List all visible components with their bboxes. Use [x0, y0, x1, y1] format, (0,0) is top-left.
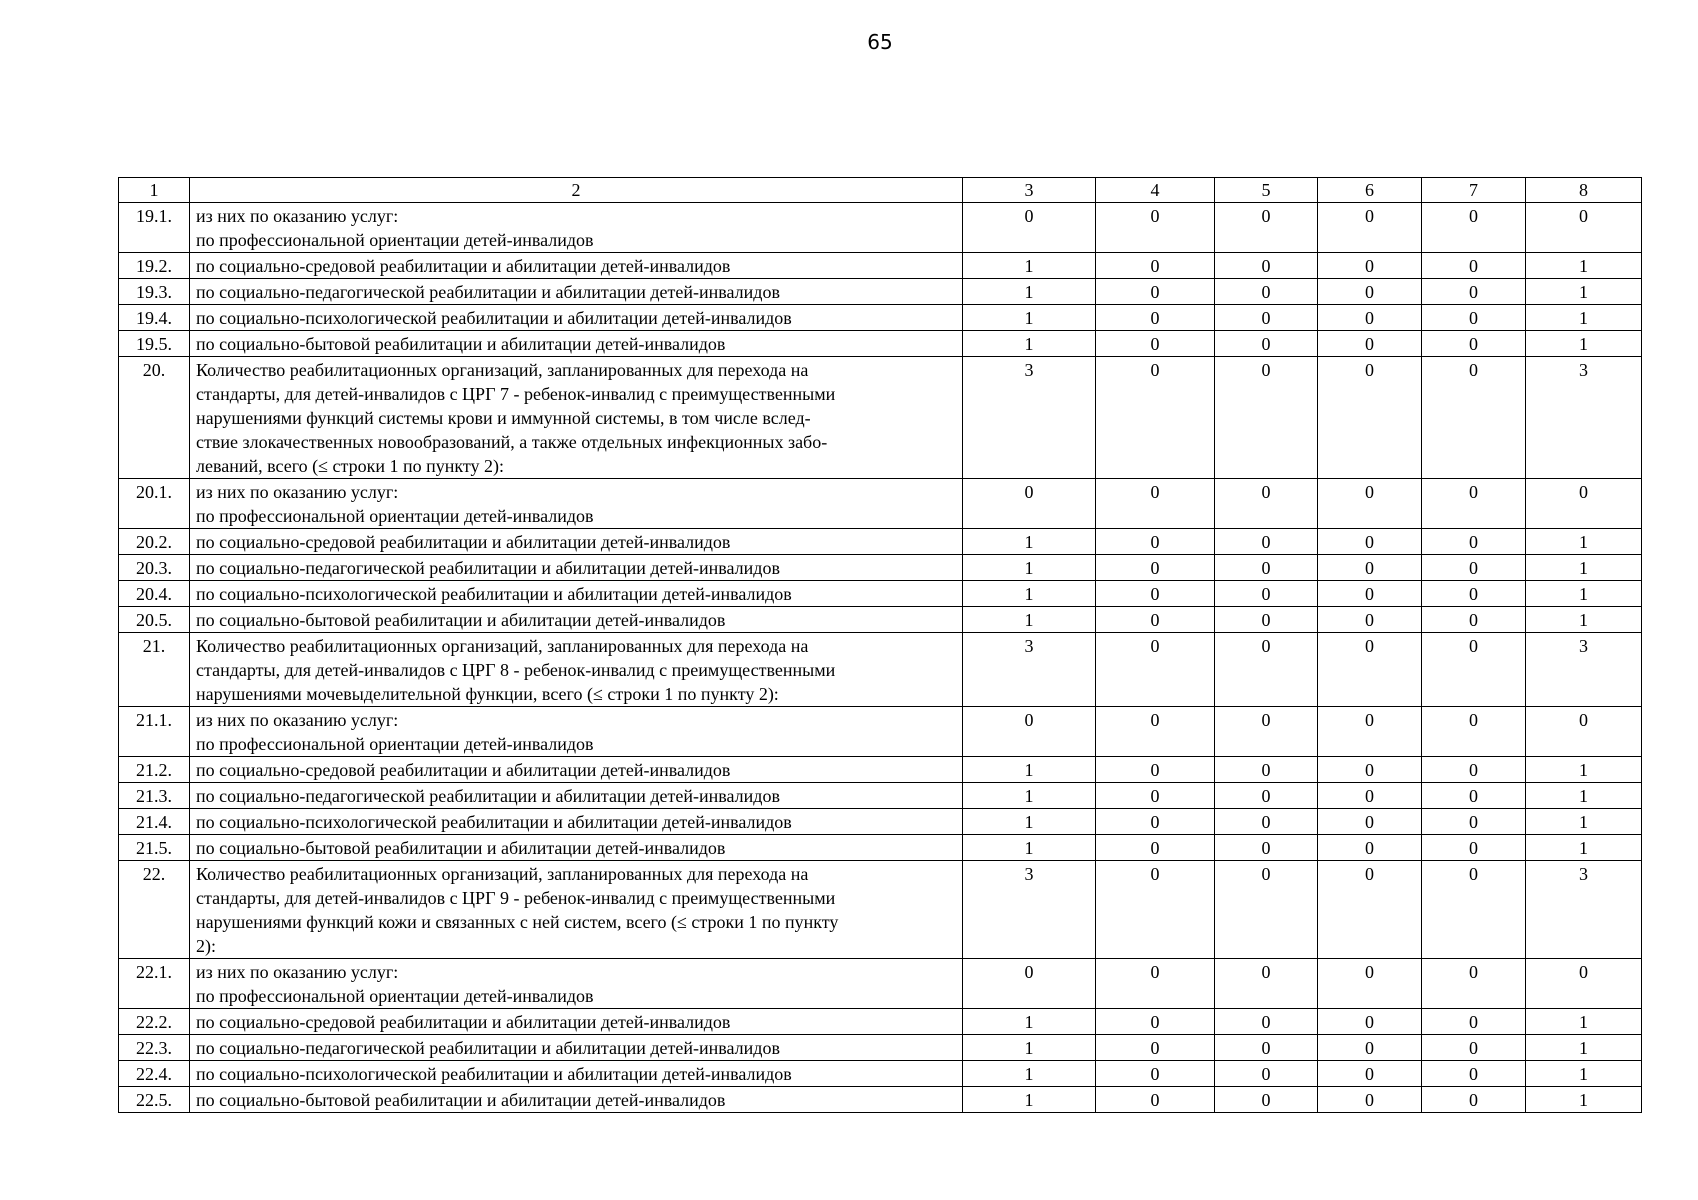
description-line: из них по оказанию услуг: — [196, 962, 399, 982]
value-cell: 0 — [1422, 1087, 1526, 1113]
value-cell: 3 — [963, 633, 1096, 707]
row-description — [190, 305, 963, 331]
table-row — [119, 1035, 1642, 1061]
value-cell: 0 — [1422, 607, 1526, 633]
value-cell: 0 — [1215, 357, 1318, 479]
value-cell: 0 — [1215, 707, 1318, 757]
row-description — [190, 783, 963, 809]
table-row — [119, 479, 1642, 529]
value-cell: 0 — [963, 479, 1096, 529]
value-cell: 3 — [1526, 861, 1642, 959]
value-cell: 0 — [1215, 959, 1318, 1009]
row-description — [190, 757, 963, 783]
value-cell: 1 — [1526, 305, 1642, 331]
row-description — [190, 1009, 963, 1035]
value-cell: 0 — [1422, 861, 1526, 959]
value-cell: 0 — [1096, 607, 1215, 633]
value-cell: 0 — [1318, 707, 1422, 757]
value-cell: 0 — [1096, 529, 1215, 555]
row-number: 20.1. — [119, 479, 190, 529]
table-row — [119, 279, 1642, 305]
value-cell: 0 — [1318, 203, 1422, 253]
page-number: 65 — [867, 30, 893, 54]
description-line: нарушениями мочевыделительной функции, всего (≤ строки 1 по пункту 2): — [196, 684, 779, 704]
table-row — [119, 835, 1642, 861]
table-row — [119, 581, 1642, 607]
table-row — [119, 959, 1642, 1009]
value-cell: 1 — [963, 757, 1096, 783]
row-number: 20.4. — [119, 581, 190, 607]
value-cell: 1 — [963, 1009, 1096, 1035]
row-number: 19.1. — [119, 203, 190, 253]
column-header: 5 — [1215, 178, 1318, 203]
value-cell: 0 — [1215, 203, 1318, 253]
data-table — [118, 177, 1642, 1113]
value-cell: 1 — [963, 529, 1096, 555]
value-cell: 1 — [963, 253, 1096, 279]
description-line: по социально-средовой реабилитации и абилитации детей-инвалидов — [196, 1012, 731, 1032]
row-number: 22.3. — [119, 1035, 190, 1061]
table-row — [119, 783, 1642, 809]
description-line: по социально-средовой реабилитации и абилитации детей-инвалидов — [196, 532, 731, 552]
value-cell: 0 — [1318, 581, 1422, 607]
row-description — [190, 607, 963, 633]
description-line: по профессиональной ориентации детей-инвалидов — [196, 506, 594, 526]
value-cell: 0 — [1096, 555, 1215, 581]
value-cell: 0 — [1318, 607, 1422, 633]
value-cell: 1 — [1526, 1087, 1642, 1113]
value-cell: 0 — [1422, 633, 1526, 707]
value-cell: 0 — [1318, 305, 1422, 331]
value-cell: 1 — [963, 783, 1096, 809]
value-cell: 1 — [963, 331, 1096, 357]
table-row — [119, 253, 1642, 279]
value-cell: 0 — [1526, 203, 1642, 253]
value-cell: 0 — [1215, 479, 1318, 529]
row-number: 19.3. — [119, 279, 190, 305]
table-row — [119, 331, 1642, 357]
table-row — [119, 357, 1642, 479]
description-line: по профессиональной ориентации детей-инвалидов — [196, 986, 594, 1006]
row-number: 20.5. — [119, 607, 190, 633]
description-line: по профессиональной ориентации детей-инвалидов — [196, 230, 594, 250]
value-cell: 0 — [1422, 707, 1526, 757]
row-description — [190, 1061, 963, 1087]
row-number: 22.4. — [119, 1061, 190, 1087]
value-cell: 1 — [963, 835, 1096, 861]
value-cell: 1 — [1526, 809, 1642, 835]
value-cell: 0 — [963, 707, 1096, 757]
value-cell: 0 — [1096, 279, 1215, 305]
value-cell: 1 — [963, 809, 1096, 835]
value-cell: 0 — [1422, 959, 1526, 1009]
value-cell: 0 — [1215, 633, 1318, 707]
value-cell: 0 — [1215, 607, 1318, 633]
value-cell: 0 — [1096, 809, 1215, 835]
description-line: по профессиональной ориентации детей-инвалидов — [196, 734, 594, 754]
value-cell: 0 — [1215, 279, 1318, 305]
description-line: по социально-средовой реабилитации и абилитации детей-инвалидов — [196, 256, 731, 276]
description-line: Количество реабилитационных организаций, запланированных для перехода на — [196, 864, 809, 884]
value-cell: 0 — [1422, 1061, 1526, 1087]
value-cell: 0 — [1318, 1035, 1422, 1061]
value-cell: 0 — [1096, 1035, 1215, 1061]
description-line: по социально-бытовой реабилитации и абилитации детей-инвалидов — [196, 838, 726, 858]
value-cell: 0 — [1096, 1061, 1215, 1087]
description-line: по социально-педагогической реабилитации и абилитации детей-инвалидов — [196, 1038, 780, 1058]
value-cell: 1 — [1526, 1035, 1642, 1061]
row-number: 19.5. — [119, 331, 190, 357]
row-number: 21.3. — [119, 783, 190, 809]
row-description — [190, 633, 963, 707]
row-number: 19.4. — [119, 305, 190, 331]
value-cell: 0 — [1215, 305, 1318, 331]
row-description — [190, 1087, 963, 1113]
row-description — [190, 959, 963, 1009]
description-line: по социально-психологической реабилитации и абилитации детей-инвалидов — [196, 812, 792, 832]
description-line: из них по оказанию услуг: — [196, 482, 399, 502]
description-line: нарушениями функций кожи и связанных с ней систем, всего (≤ строки 1 по пункту — [196, 912, 839, 932]
value-cell: 1 — [963, 1035, 1096, 1061]
value-cell: 1 — [963, 607, 1096, 633]
row-number: 21.4. — [119, 809, 190, 835]
table-row — [119, 607, 1642, 633]
description-line: ствие злокачественных новообразований, а также отдельных инфекционных забо- — [196, 432, 828, 452]
table-row — [119, 529, 1642, 555]
value-cell: 0 — [1422, 757, 1526, 783]
value-cell: 0 — [1215, 1035, 1318, 1061]
value-cell: 1 — [963, 555, 1096, 581]
table-row — [119, 633, 1642, 707]
value-cell: 0 — [1215, 1061, 1318, 1087]
row-number: 22. — [119, 861, 190, 959]
value-cell: 0 — [1215, 861, 1318, 959]
description-line: 2): — [196, 936, 216, 956]
description-line: по социально-педагогической реабилитации и абилитации детей-инвалидов — [196, 558, 780, 578]
row-number: 20.3. — [119, 555, 190, 581]
value-cell: 0 — [1422, 783, 1526, 809]
description-line: по социально-бытовой реабилитации и абилитации детей-инвалидов — [196, 610, 726, 630]
value-cell: 0 — [1526, 959, 1642, 1009]
value-cell: 3 — [963, 357, 1096, 479]
description-line: стандарты, для детей-инвалидов с ЦРГ 8 - ребенок-инвалид с преимущественными — [196, 660, 836, 680]
value-cell: 0 — [1096, 633, 1215, 707]
description-line: стандарты, для детей-инвалидов с ЦРГ 9 - ребенок-инвалид с преимущественными — [196, 888, 836, 908]
table-row — [119, 203, 1642, 253]
table-row — [119, 757, 1642, 783]
description-line: Количество реабилитационных организаций, запланированных для перехода на — [196, 636, 809, 656]
value-cell: 1 — [1526, 1009, 1642, 1035]
row-description — [190, 707, 963, 757]
value-cell: 0 — [1422, 1009, 1526, 1035]
value-cell: 0 — [1318, 555, 1422, 581]
value-cell: 0 — [1318, 633, 1422, 707]
row-description — [190, 479, 963, 529]
value-cell: 0 — [1318, 357, 1422, 479]
description-line: по социально-психологической реабилитации и абилитации детей-инвалидов — [196, 308, 792, 328]
description-line: по социально-психологической реабилитации и абилитации детей-инвалидов — [196, 584, 792, 604]
row-number: 22.5. — [119, 1087, 190, 1113]
table-row — [119, 1061, 1642, 1087]
value-cell: 0 — [1215, 529, 1318, 555]
value-cell: 0 — [1096, 253, 1215, 279]
row-number: 21. — [119, 633, 190, 707]
value-cell: 1 — [1526, 581, 1642, 607]
value-cell: 0 — [1318, 835, 1422, 861]
description-line: из них по оказанию услуг: — [196, 710, 399, 730]
value-cell: 0 — [1422, 1035, 1526, 1061]
table-header-row — [119, 178, 1642, 203]
column-header: 8 — [1526, 178, 1642, 203]
value-cell: 0 — [1096, 959, 1215, 1009]
value-cell: 0 — [1318, 861, 1422, 959]
table-row — [119, 305, 1642, 331]
row-description — [190, 861, 963, 959]
description-line: по социально-средовой реабилитации и абилитации детей-инвалидов — [196, 760, 731, 780]
value-cell: 3 — [963, 861, 1096, 959]
description-line: по социально-педагогической реабилитации и абилитации детей-инвалидов — [196, 282, 780, 302]
value-cell: 0 — [1215, 783, 1318, 809]
value-cell: 0 — [1422, 479, 1526, 529]
value-cell: 0 — [1096, 305, 1215, 331]
value-cell: 0 — [1318, 959, 1422, 1009]
value-cell: 3 — [1526, 357, 1642, 479]
row-number: 19.2. — [119, 253, 190, 279]
value-cell: 0 — [1096, 581, 1215, 607]
description-line: Количество реабилитационных организаций, запланированных для перехода на — [196, 360, 809, 380]
value-cell: 0 — [1215, 581, 1318, 607]
value-cell: 0 — [1318, 529, 1422, 555]
value-cell: 1 — [1526, 783, 1642, 809]
row-description — [190, 1035, 963, 1061]
table-row — [119, 861, 1642, 959]
value-cell: 0 — [1422, 253, 1526, 279]
table-row — [119, 707, 1642, 757]
column-header: 7 — [1422, 178, 1526, 203]
row-description — [190, 357, 963, 479]
value-cell: 0 — [1422, 581, 1526, 607]
value-cell: 0 — [963, 203, 1096, 253]
table-row — [119, 1009, 1642, 1035]
value-cell: 0 — [1096, 203, 1215, 253]
value-cell: 0 — [1422, 357, 1526, 479]
value-cell: 0 — [1096, 757, 1215, 783]
value-cell: 1 — [1526, 607, 1642, 633]
value-cell: 0 — [1422, 331, 1526, 357]
description-line: из них по оказанию услуг: — [196, 206, 399, 226]
value-cell: 0 — [1215, 331, 1318, 357]
row-description — [190, 809, 963, 835]
value-cell: 0 — [1096, 479, 1215, 529]
description-line: леваний, всего (≤ строки 1 по пункту 2): — [196, 456, 505, 476]
value-cell: 0 — [1215, 757, 1318, 783]
value-cell: 0 — [1318, 1061, 1422, 1087]
description-line: по социально-педагогической реабилитации и абилитации детей-инвалидов — [196, 786, 780, 806]
value-cell: 1 — [1526, 555, 1642, 581]
row-number: 21.5. — [119, 835, 190, 861]
row-description — [190, 555, 963, 581]
value-cell: 0 — [1422, 529, 1526, 555]
row-number: 20.2. — [119, 529, 190, 555]
column-header: 1 — [119, 178, 190, 203]
value-cell: 0 — [1318, 253, 1422, 279]
table-row — [119, 809, 1642, 835]
value-cell: 1 — [1526, 529, 1642, 555]
value-cell: 1 — [963, 305, 1096, 331]
value-cell: 0 — [1318, 1009, 1422, 1035]
value-cell: 1 — [1526, 331, 1642, 357]
table-row — [119, 1087, 1642, 1113]
value-cell: 0 — [1096, 835, 1215, 861]
row-description — [190, 253, 963, 279]
value-cell: 0 — [1096, 783, 1215, 809]
value-cell: 0 — [963, 959, 1096, 1009]
description-line: по социально-бытовой реабилитации и абилитации детей-инвалидов — [196, 1090, 726, 1110]
row-description — [190, 279, 963, 305]
value-cell: 0 — [1318, 783, 1422, 809]
value-cell: 1 — [963, 1061, 1096, 1087]
value-cell: 0 — [1526, 479, 1642, 529]
value-cell: 0 — [1215, 1009, 1318, 1035]
value-cell: 1 — [1526, 279, 1642, 305]
value-cell: 0 — [1096, 357, 1215, 479]
value-cell: 0 — [1422, 279, 1526, 305]
row-number: 20. — [119, 357, 190, 479]
value-cell: 1 — [963, 1087, 1096, 1113]
value-cell: 0 — [1096, 707, 1215, 757]
value-cell: 0 — [1215, 809, 1318, 835]
value-cell: 0 — [1318, 1087, 1422, 1113]
value-cell: 0 — [1096, 1087, 1215, 1113]
value-cell: 1 — [1526, 253, 1642, 279]
column-header: 4 — [1096, 178, 1215, 203]
value-cell: 1 — [963, 581, 1096, 607]
value-cell: 0 — [1096, 861, 1215, 959]
row-number: 22.1. — [119, 959, 190, 1009]
value-cell: 0 — [1215, 835, 1318, 861]
value-cell: 0 — [1422, 305, 1526, 331]
row-number: 21.1. — [119, 707, 190, 757]
row-number: 22.2. — [119, 1009, 190, 1035]
value-cell: 3 — [1526, 633, 1642, 707]
value-cell: 0 — [1422, 809, 1526, 835]
column-header: 6 — [1318, 178, 1422, 203]
value-cell: 0 — [1096, 1009, 1215, 1035]
value-cell: 0 — [1318, 479, 1422, 529]
column-header: 2 — [190, 178, 963, 203]
value-cell: 0 — [1526, 707, 1642, 757]
row-description — [190, 529, 963, 555]
value-cell: 0 — [1422, 835, 1526, 861]
value-cell: 0 — [1096, 331, 1215, 357]
description-line: по социально-психологической реабилитации и абилитации детей-инвалидов — [196, 1064, 792, 1084]
description-line: стандарты, для детей-инвалидов с ЦРГ 7 - ребенок-инвалид с преимущественными — [196, 384, 836, 404]
row-number: 21.2. — [119, 757, 190, 783]
value-cell: 0 — [1215, 1087, 1318, 1113]
table-row — [119, 555, 1642, 581]
description-line: по социально-бытовой реабилитации и абилитации детей-инвалидов — [196, 334, 726, 354]
value-cell: 1 — [1526, 757, 1642, 783]
row-description — [190, 331, 963, 357]
value-cell: 1 — [1526, 835, 1642, 861]
value-cell: 1 — [1526, 1061, 1642, 1087]
value-cell: 0 — [1215, 253, 1318, 279]
row-description — [190, 203, 963, 253]
value-cell: 1 — [963, 279, 1096, 305]
description-line: нарушениями функций системы крови и иммунной системы, в том числе вслед- — [196, 408, 811, 428]
value-cell: 0 — [1215, 555, 1318, 581]
value-cell: 0 — [1318, 331, 1422, 357]
value-cell: 0 — [1318, 279, 1422, 305]
row-description — [190, 835, 963, 861]
column-header: 3 — [963, 178, 1096, 203]
value-cell: 0 — [1318, 757, 1422, 783]
value-cell: 0 — [1422, 203, 1526, 253]
value-cell: 0 — [1318, 809, 1422, 835]
value-cell: 0 — [1422, 555, 1526, 581]
row-description — [190, 581, 963, 607]
